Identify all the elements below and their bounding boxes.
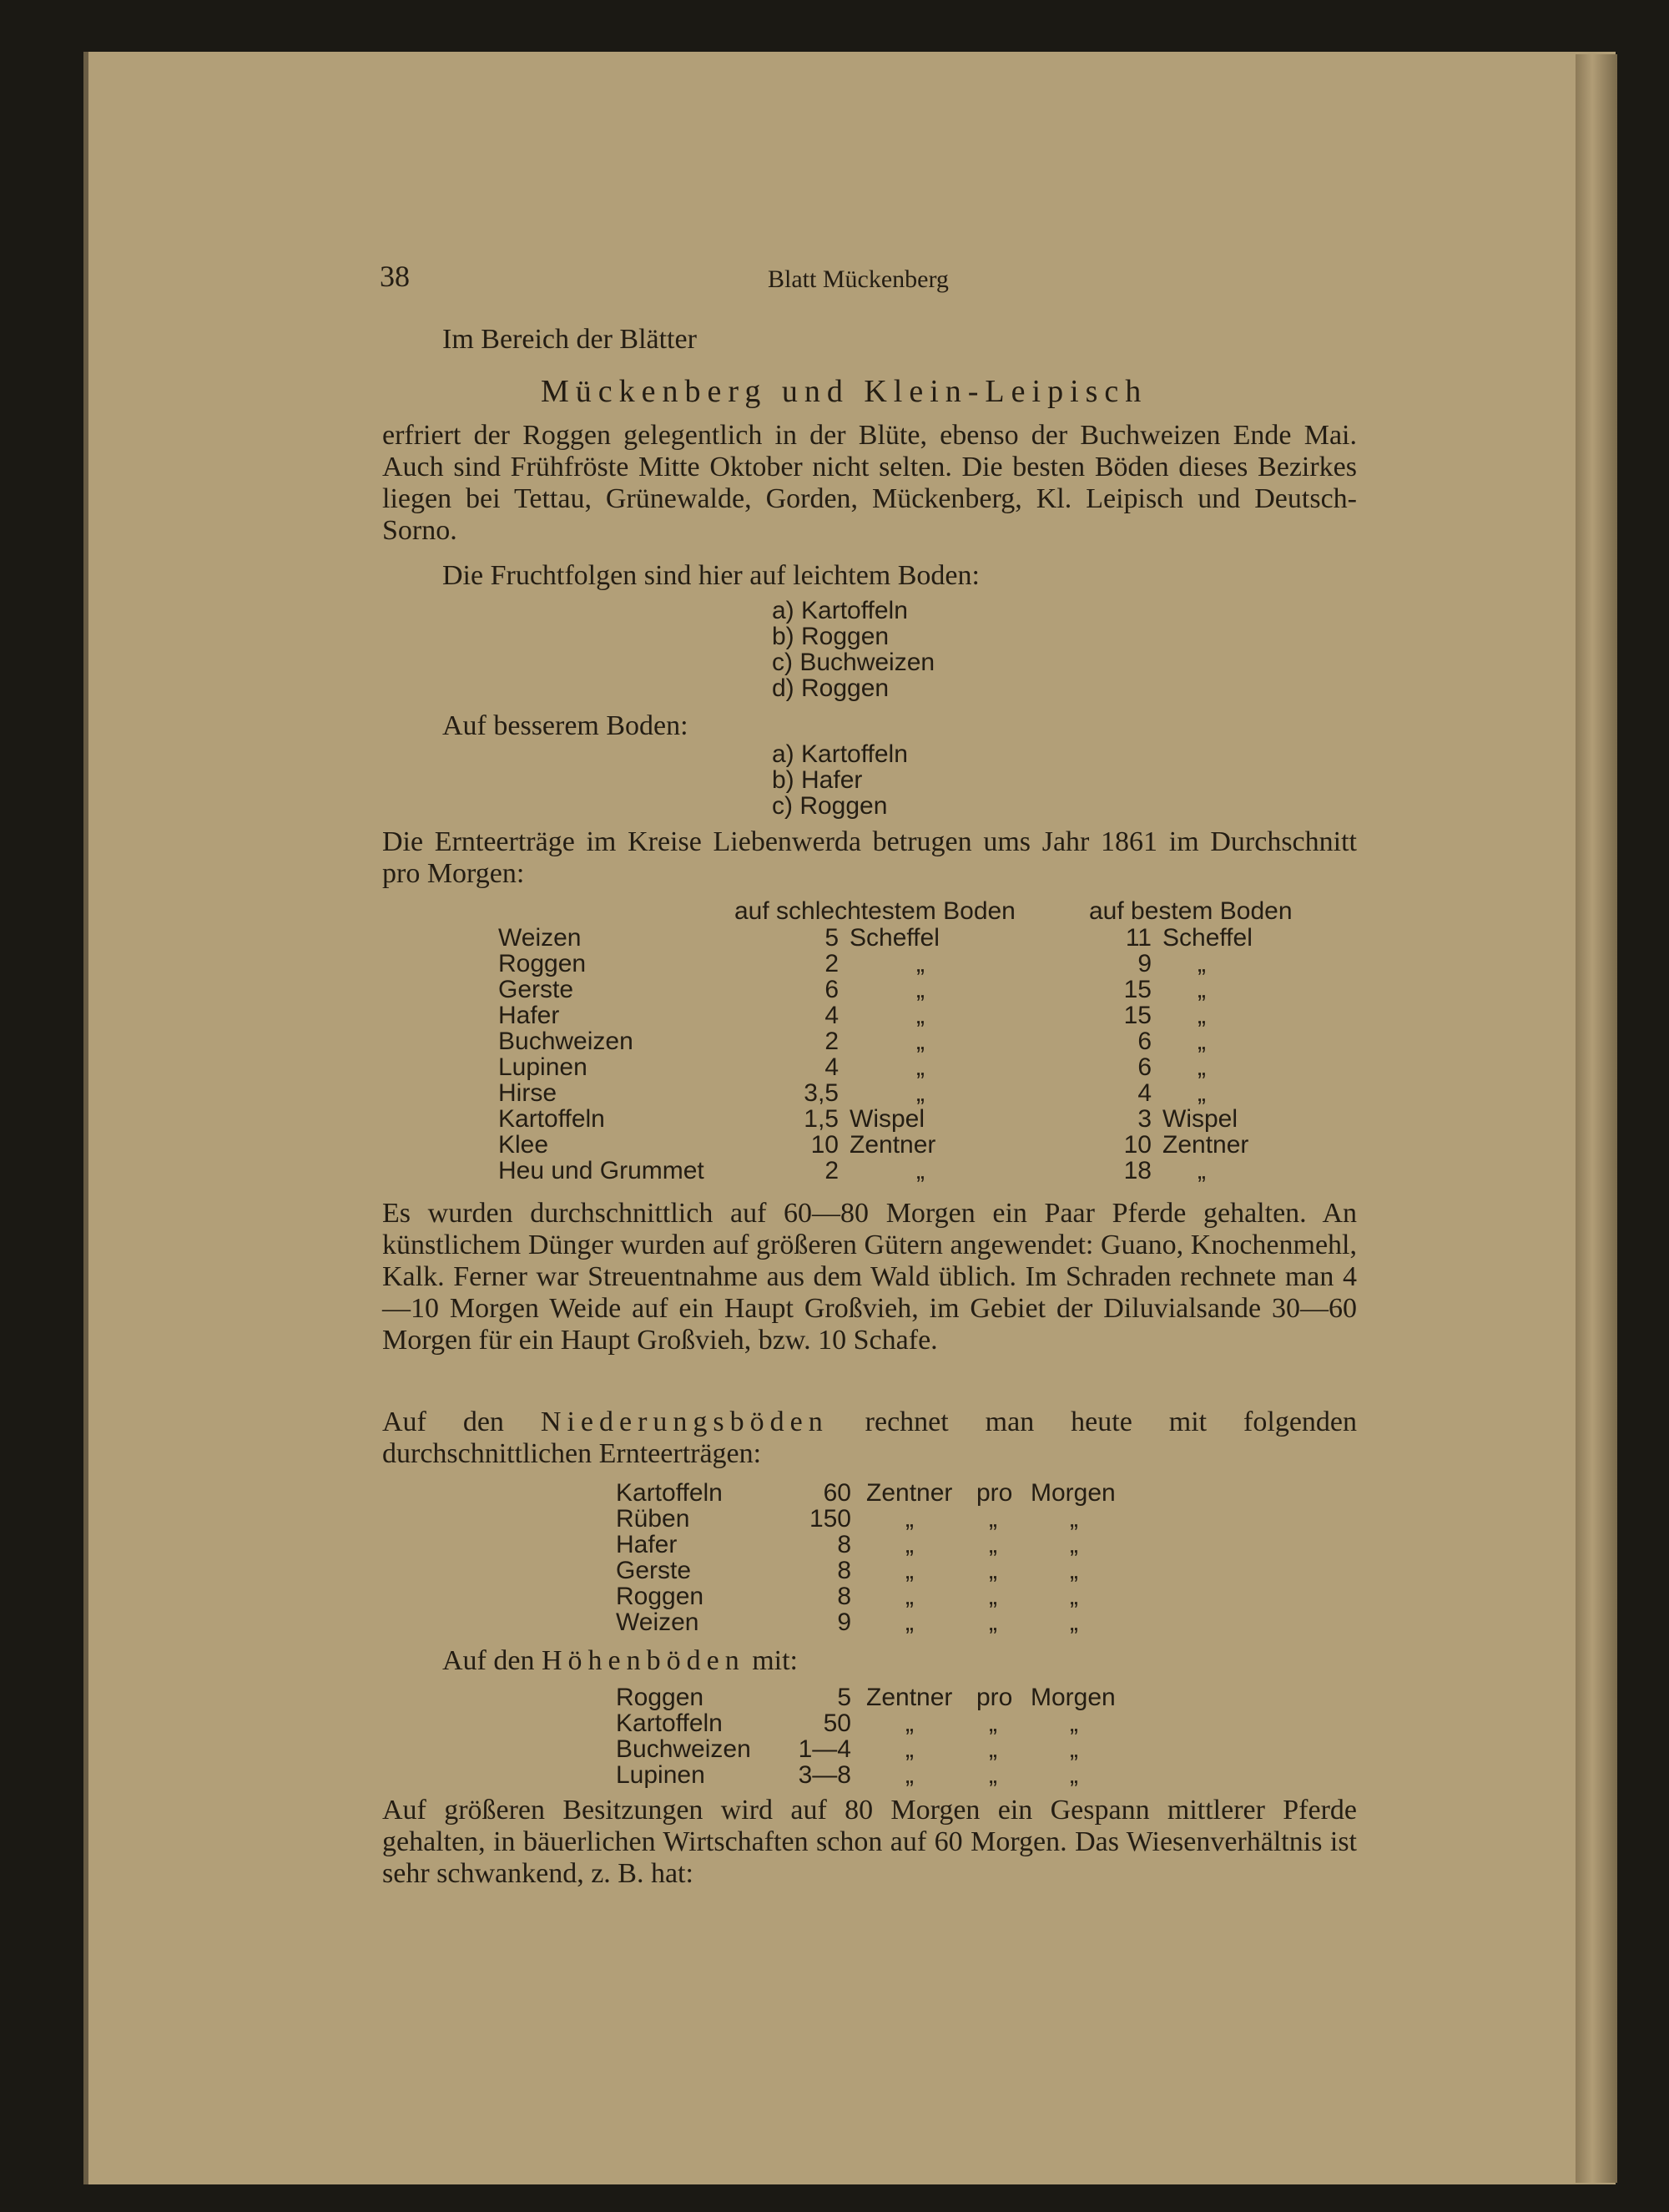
intro-suffix: rechnet man heute mit folgenden durchschnittlichen Ernteerträgen: <box>382 1406 1358 1469</box>
table-cell-best-unit: Scheffel <box>1162 924 1253 952</box>
table-cell-worst-value: 10 <box>810 1131 839 1159</box>
table-cell-worst-unit: „ <box>916 1002 925 1029</box>
table-cell-best-unit: „ <box>1198 976 1206 1003</box>
table-cell-crop: Kartoffeln <box>498 1105 605 1133</box>
table-cell-best-value: 6 <box>1137 1053 1152 1081</box>
spaced-term: Höhenböden <box>541 1645 745 1676</box>
section-title: Mückenberg und Klein-Leipisch <box>541 374 1148 409</box>
table-cell-best-value: 9 <box>1137 950 1152 977</box>
table-cell-best-unit: „ <box>1198 1002 1206 1029</box>
table-cell-per: „ <box>989 1710 997 1737</box>
table-cell-best-unit: Wispel <box>1162 1105 1238 1133</box>
paragraph-yields-intro: Die Ernteerträge im Kreise Liebenwerda betrugen ums Jahr 1861 im Durchschnitt pro Morgen: <box>382 826 1357 889</box>
table-cell-unit: „ <box>905 1531 914 1558</box>
table-cell-per: „ <box>989 1735 997 1763</box>
table-cell-measure: „ <box>1070 1531 1078 1558</box>
table-cell-per: pro <box>976 1684 1013 1711</box>
table-cell-value: 60 <box>823 1479 851 1507</box>
table-cell-measure: „ <box>1070 1557 1078 1584</box>
table-cell-unit: „ <box>905 1505 914 1533</box>
paragraph-lowland-intro <box>382 1406 1357 1470</box>
intro-prefix: Auf den <box>442 1645 542 1676</box>
table-cell-value: 8 <box>837 1557 851 1584</box>
table-cell-crop: Lupinen <box>616 1761 705 1789</box>
running-head: Blatt Mückenberg <box>768 265 949 293</box>
table-cell-best-value: 15 <box>1123 976 1152 1003</box>
table-cell-measure: Morgen <box>1031 1479 1116 1507</box>
table-cell-per: „ <box>989 1531 997 1558</box>
table-cell-crop: Buchweizen <box>616 1735 751 1763</box>
table-cell-per: „ <box>989 1505 997 1533</box>
table-cell-worst-value: 3,5 <box>804 1079 839 1107</box>
table-cell-best-unit: „ <box>1198 1028 1206 1055</box>
table-cell-unit: „ <box>905 1761 914 1789</box>
spaced-term: Niederungsböden <box>540 1406 829 1437</box>
table-cell-value: 8 <box>837 1531 851 1558</box>
table-cell-worst-value: 2 <box>824 950 839 977</box>
table-cell-unit: Zentner <box>866 1479 953 1507</box>
table-cell-measure: „ <box>1070 1761 1078 1789</box>
column-header: auf schlechtestem Boden <box>734 897 1016 925</box>
table-cell-best-value: 18 <box>1123 1157 1152 1184</box>
table-cell-value: 50 <box>823 1710 851 1737</box>
table-cell-best-value: 6 <box>1137 1028 1152 1055</box>
table-cell-crop: Gerste <box>616 1557 692 1584</box>
table-cell-worst-unit: „ <box>916 950 925 977</box>
table-cell-value: 8 <box>837 1583 851 1610</box>
list-item: c) Roggen <box>772 792 888 820</box>
table-cell-crop: Hafer <box>616 1531 678 1558</box>
table-cell-value: 9 <box>837 1608 851 1636</box>
table-cell-unit: „ <box>905 1735 914 1763</box>
table-cell-worst-value: 2 <box>824 1157 839 1184</box>
list-item: a) Kartoffeln <box>772 740 908 768</box>
intro-prefix: Auf den <box>382 1406 541 1437</box>
table-cell-per: „ <box>989 1608 997 1636</box>
table-cell-value: 150 <box>809 1505 851 1533</box>
table-cell-worst-unit: „ <box>916 1028 925 1055</box>
page-edge <box>1576 54 1617 2183</box>
table-cell-worst-unit: Scheffel <box>850 924 940 952</box>
table-cell-measure: „ <box>1070 1710 1078 1737</box>
table-cell-crop: Rüben <box>616 1505 690 1533</box>
rotation-light-list <box>772 598 935 701</box>
table-cell-worst-value: 6 <box>824 976 839 1003</box>
table-cell-worst-unit: Zentner <box>850 1131 936 1159</box>
table-cell-worst-unit: „ <box>916 976 925 1003</box>
table-cell-crop: Kartoffeln <box>616 1479 723 1507</box>
table-cell-per: „ <box>989 1557 997 1584</box>
table-cell-value: 1—4 <box>798 1735 851 1763</box>
rotation-intro: Die Fruchtfolgen sind hier auf leichtem Boden: <box>442 560 980 591</box>
intro-suffix: mit: <box>744 1645 799 1676</box>
table-cell-value: 5 <box>837 1684 851 1711</box>
table-cell-best-unit: Zentner <box>1162 1131 1249 1159</box>
table-cell-crop: Lupinen <box>498 1053 587 1081</box>
table-cell-best-value: 3 <box>1137 1105 1152 1133</box>
table-cell-crop: Buchweizen <box>498 1028 633 1055</box>
table-cell-worst-unit: Wispel <box>850 1105 925 1133</box>
table-cell-measure: Morgen <box>1031 1684 1116 1711</box>
list-item: c) Buchweizen <box>772 649 935 676</box>
table-cell-worst-value: 2 <box>824 1028 839 1055</box>
table-cell-worst-unit: „ <box>916 1157 925 1184</box>
table-cell-crop: Hirse <box>498 1079 557 1107</box>
table-cell-unit: „ <box>905 1557 914 1584</box>
table-cell-worst-unit: „ <box>916 1079 925 1107</box>
paragraph-frost: erfriert der Roggen gelegentlich in der Blüte, ebenso der Buchweizen Ende Mai. Auch sind Frühfröste Mitte Oktober nicht selten. Die besten Böden dieses Bezirkes liegen bei Tettau, Grünewalde, Gorden, Mückenberg, Kl. Leipisch und Deutsch-Sorno. <box>382 420 1357 546</box>
table-cell-worst-value: 5 <box>824 924 839 952</box>
list-item: a) Kartoffeln <box>772 597 908 624</box>
table-cell-crop: Heu und Grummet <box>498 1157 704 1184</box>
table-cell-value: 3—8 <box>798 1761 851 1789</box>
intro-line: Im Bereich der Blätter <box>442 324 697 355</box>
table-cell-crop: Roggen <box>498 950 587 977</box>
table-cell-best-value: 4 <box>1137 1079 1152 1107</box>
table-cell-crop: Kartoffeln <box>616 1710 723 1737</box>
column-header: auf bestem Boden <box>1089 897 1293 925</box>
table-cell-per: „ <box>989 1583 997 1610</box>
table-cell-best-value: 11 <box>1125 924 1152 952</box>
list-item: b) Roggen <box>772 623 890 650</box>
list-item: d) Roggen <box>772 674 890 702</box>
table-cell-worst-unit: „ <box>916 1053 925 1081</box>
table-cell-measure: „ <box>1070 1735 1078 1763</box>
table-cell-crop: Roggen <box>616 1583 704 1610</box>
page-number: 38 <box>380 260 410 293</box>
table-cell-best-unit: „ <box>1198 1053 1206 1081</box>
table-cell-crop: Roggen <box>616 1684 704 1711</box>
table-cell-crop: Gerste <box>498 976 574 1003</box>
table-cell-unit: Zentner <box>866 1684 953 1711</box>
table-cell-crop: Weizen <box>616 1608 699 1636</box>
table-cell-unit: „ <box>905 1710 914 1737</box>
table-cell-best-value: 10 <box>1123 1131 1152 1159</box>
list-item: b) Hafer <box>772 766 863 794</box>
table-cell-crop: Klee <box>498 1131 549 1159</box>
better-soil-label: Auf besserem Boden: <box>442 710 688 741</box>
table-cell-crop: Hafer <box>498 1002 560 1029</box>
table-cell-best-unit: „ <box>1198 1079 1206 1107</box>
highland-intro <box>442 1644 798 1678</box>
table-cell-measure: „ <box>1070 1583 1078 1610</box>
table-cell-per: „ <box>989 1761 997 1789</box>
table-cell-measure: „ <box>1070 1608 1078 1636</box>
table-cell-crop: Weizen <box>498 924 582 952</box>
table-cell-unit: „ <box>905 1608 914 1636</box>
table-cell-worst-value: 4 <box>824 1002 839 1029</box>
table-cell-best-value: 15 <box>1123 1002 1152 1029</box>
table-cell-best-unit: „ <box>1198 950 1206 977</box>
table-cell-unit: „ <box>905 1583 914 1610</box>
table-cell-worst-value: 4 <box>824 1053 839 1081</box>
paragraph-final: Auf größeren Besitzungen wird auf 80 Morgen ein Gespann mittlerer Pferde gehalten, in bäuerlichen Wirtschaften schon auf 60 Morgen. Das Wiesenverhältnis ist sehr schwankend, z. B. hat: <box>382 1795 1357 1889</box>
table-cell-per: pro <box>976 1479 1013 1507</box>
table-cell-best-unit: „ <box>1198 1157 1206 1184</box>
table-cell-worst-value: 1,5 <box>804 1105 839 1133</box>
table-cell-measure: „ <box>1070 1505 1078 1533</box>
paragraph-horses: Es wurden durchschnittlich auf 60—80 Morgen ein Paar Pferde gehalten. An künstlichem Dünger wurden auf größeren Gütern angewendet: Guano, Knochenmehl, Kalk. Ferner war Streuentnahme aus dem Wald üblich. Im Schraden rechnete man 4—10 Morgen Weide auf ein Haupt Großvieh, im Gebiet der Diluvialsande 30—60 Morgen für ein Haupt Großvieh, bzw. 10 Schafe. <box>382 1198 1357 1356</box>
rotation-better-list <box>772 741 908 819</box>
